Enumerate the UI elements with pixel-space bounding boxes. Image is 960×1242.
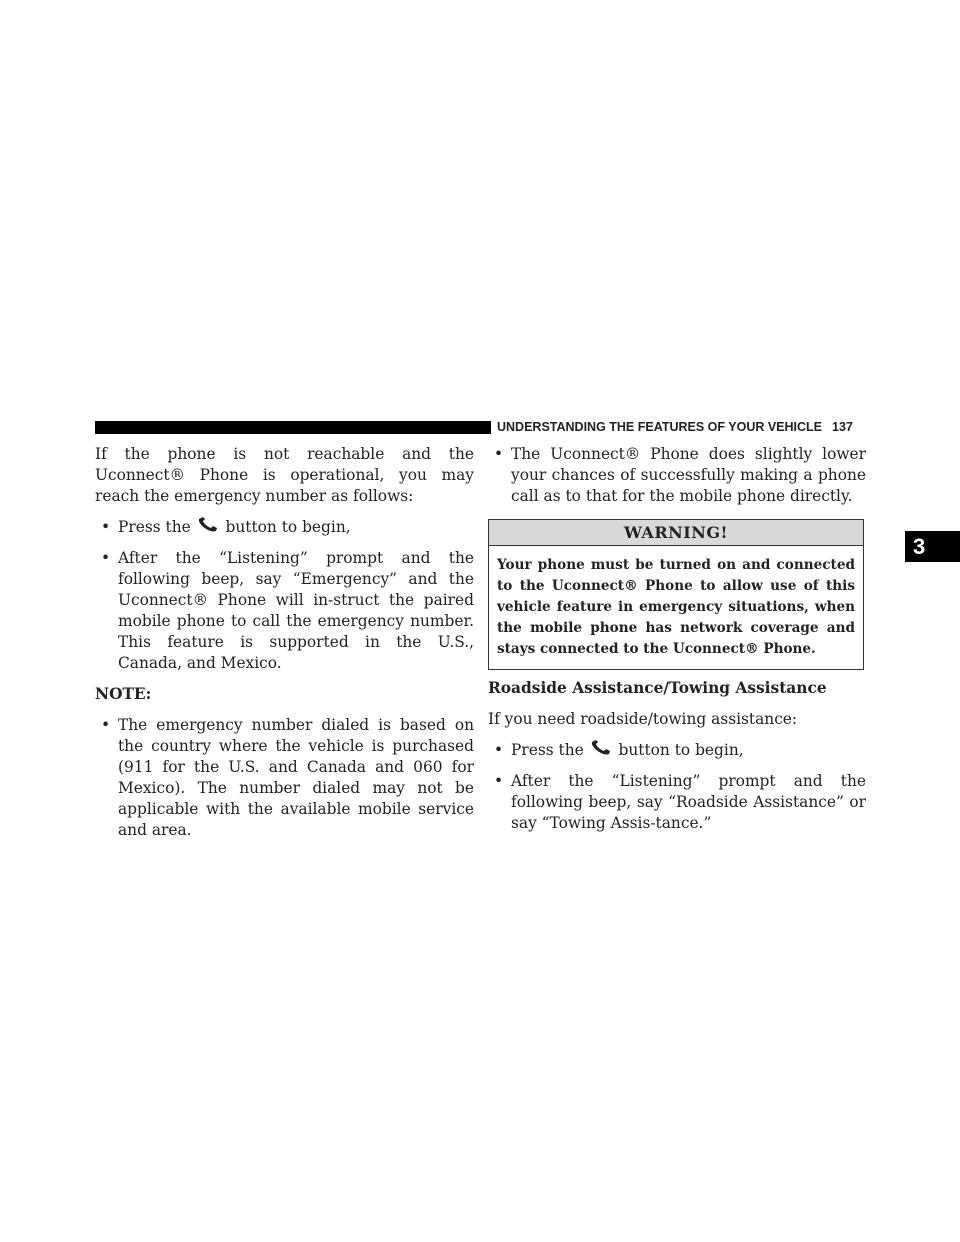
bullet-icon: • (494, 445, 504, 463)
bullet-icon: • (101, 518, 111, 536)
emergency-instruction: After the “Listening” prompt and the following beep, say “Emergency” and the Uconnect® Phone will in-struct the paired mobile phone to call the emergency number. This feature is supported in the U.S., Canada, and Mexico. (118, 549, 474, 672)
press-text: Press the (118, 518, 191, 536)
list-item (488, 444, 866, 507)
list-item (95, 715, 474, 841)
roadside-instruction: After the “Listening” prompt and the following beep, say “Roadside Assistance” or say “Towing Assis-tance.” (511, 772, 866, 832)
intro-paragraph: If the phone is not reachable and the Uconnect® Phone is operational, you may reach the emergency number as follows: (95, 445, 474, 505)
list-item (488, 771, 866, 834)
warning-body: Your phone must be turned on and connected to the Uconnect® Phone to allow use of this vehicle feature in emergency situations, when the mobile phone has network coverage and stays connected to the Uconnect® Phone. (497, 557, 855, 657)
phone-handset-icon (197, 517, 219, 533)
list-item (95, 517, 474, 538)
page-number: 137 (832, 420, 853, 434)
warning-box (488, 519, 864, 670)
bullet-icon: • (101, 549, 111, 567)
section-heading: Roadside Assistance/Towing Assistance (488, 679, 827, 697)
press-text: Press the (511, 741, 584, 759)
bullet-icon: • (101, 716, 111, 734)
phone-handset-icon (590, 740, 612, 756)
header-bar (95, 421, 491, 434)
left-column (95, 444, 474, 841)
begin-text: button to begin, (618, 741, 744, 759)
list-item (488, 740, 866, 761)
note-text: The emergency number dialed is based on the country where the vehicle is purchased (911 for the U.S. and Canada and 060 for Mexico). The number dialed may not be applicable with the available mobile service and area. (118, 716, 474, 839)
begin-text: button to begin, (225, 518, 351, 536)
running-header (497, 418, 867, 436)
note-label: NOTE: (95, 685, 152, 703)
right-column (488, 444, 866, 834)
section-title: UNDERSTANDING THE FEATURES OF YOUR VEHICLE (497, 420, 823, 434)
roadside-intro: If you need roadside/towing assistance: (488, 710, 798, 728)
list-item (95, 548, 474, 674)
warning-title: WARNING! (489, 520, 863, 546)
bullet-icon: • (494, 772, 504, 790)
bullet-icon: • (494, 741, 504, 759)
phone-limitation-text: The Uconnect® Phone does slightly lower your chances of successfully making a phone call as to that for the mobile phone directly. (511, 445, 866, 505)
chapter-tab: 3 (905, 531, 960, 562)
